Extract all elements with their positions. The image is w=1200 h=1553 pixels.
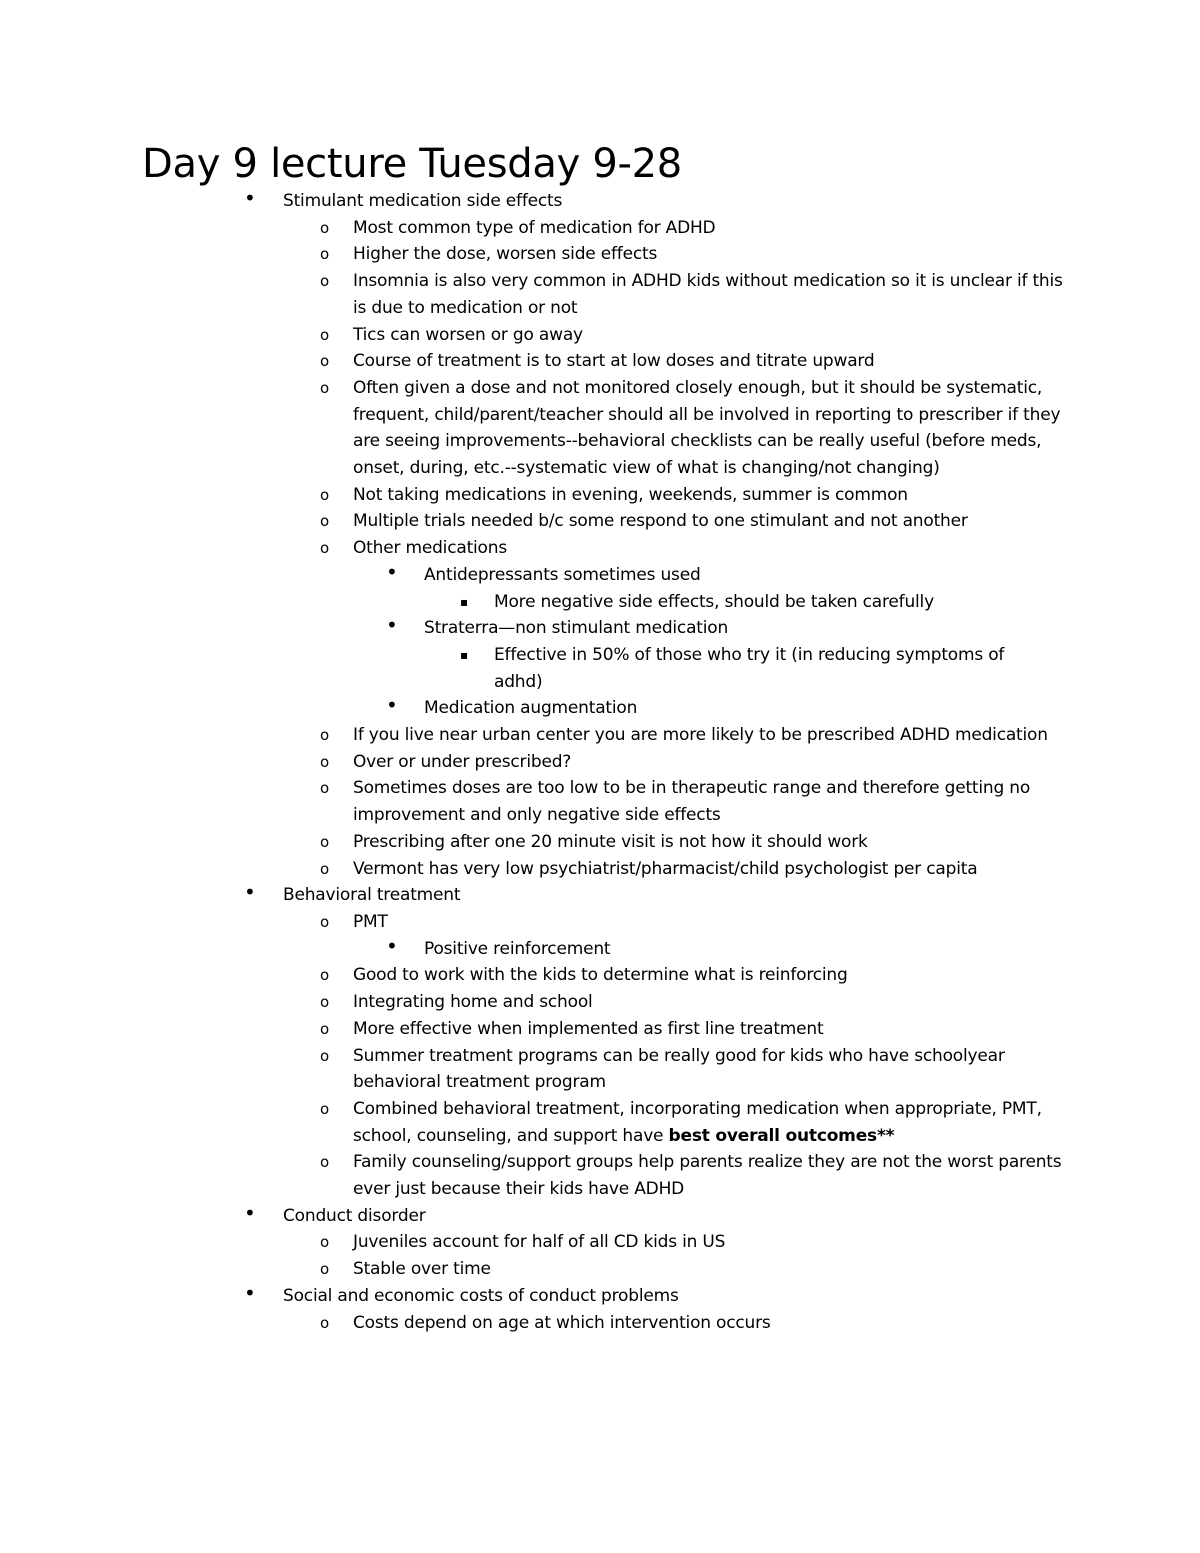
circle-bullet-icon: o	[320, 779, 329, 798]
list-item	[0, 268, 1073, 321]
list-item-text: More negative side effects, should be taken carefully	[494, 591, 934, 612]
list-item-text: Good to work with the kids to determine what is reinforcing	[353, 965, 848, 986]
list-item-text: Most common type of medication for ADHD	[353, 217, 716, 238]
list-item-text: Summer treatment programs can be really good for kids who have schoolyear behavioral treatment program	[353, 1045, 1005, 1093]
circle-bullet-icon: o	[320, 832, 329, 851]
list-item-text: Over or under prescribed?	[353, 751, 572, 772]
list-item	[0, 1200, 1200, 1230]
bullet-icon: •	[244, 880, 256, 905]
list-item	[0, 909, 1073, 936]
list-item-text: Costs depend on age at which intervention occurs	[353, 1312, 771, 1333]
list-item-text	[353, 1099, 1042, 1146]
list-item-text: If you live near urban center you are more likely to be prescribed ADHD medication	[353, 725, 1048, 746]
bullet-icon: •	[386, 559, 398, 584]
list-item-text: Straterra—non stimulant medication	[424, 618, 729, 639]
list-item	[0, 749, 1073, 776]
bullet-icon: •	[386, 613, 398, 638]
circle-bullet-icon: o	[320, 859, 329, 878]
circle-bullet-icon: o	[320, 1260, 329, 1279]
list-item-text: Higher the dose, worsen side effects	[353, 244, 658, 265]
list-item-text: Conduct disorder	[283, 1205, 426, 1226]
circle-bullet-icon: o	[320, 1046, 329, 1065]
list-item	[0, 1149, 1073, 1202]
list-item-text: Tics can worsen or go away	[353, 324, 583, 345]
list-item	[0, 1310, 1073, 1337]
list-item	[0, 856, 1073, 883]
circle-bullet-icon: o	[320, 993, 329, 1012]
list-item-text: Not taking medications in evening, weekends, summer is common	[353, 484, 908, 505]
list-item-text: Stimulant medication side effects	[283, 191, 563, 211]
list-item	[0, 882, 1200, 909]
list-item-text-plain: Combined behavioral treatment, incorporating medication when appropriate, PMT, school, counseling, and support have	[353, 1098, 1042, 1146]
list-item-text: Insomnia is also very common in ADHD kids without medication so it is unclear if this is due to medication or not	[353, 271, 1063, 318]
list-item	[0, 241, 1073, 268]
list-item-text: Antidepressants sometimes used	[424, 564, 701, 585]
list-item-text: Vermont has very low psychiatrist/pharmacist/child psychologist per capita	[353, 858, 978, 879]
list-item-text: Sometimes doses are too low to be in therapeutic range and therefore getting no improvement and only negative side effects	[353, 778, 1031, 826]
square-bullet-icon: ▪	[460, 594, 468, 609]
list-item	[0, 535, 1073, 562]
bullet-icon: •	[244, 1200, 256, 1225]
list-item	[0, 322, 1073, 349]
circle-bullet-icon: o	[320, 378, 329, 397]
list-item-text: Stable over time	[353, 1259, 491, 1280]
list-item-text: Often given a dose and not monitored closely enough, but it should be systematic, frequent, child/parent/teacher should all be involved in reporting to prescriber if they are seeing improvements--behavioral checklists can be really useful (before meds, onset, during, etc.--systematic view of what is changing/not changing)	[353, 377, 1061, 479]
list-item	[0, 989, 1073, 1016]
list-item-text: Behavioral treatment	[283, 885, 461, 906]
list-item-text: Multiple trials needed b/c some respond to one stimulant and not another	[353, 511, 968, 532]
circle-bullet-icon: o	[320, 352, 329, 371]
list-item	[0, 642, 1054, 695]
list-item-text: PMT	[353, 911, 388, 932]
circle-bullet-icon: o	[320, 752, 329, 771]
circle-bullet-icon: o	[320, 512, 329, 531]
circle-bullet-icon: o	[320, 485, 329, 504]
list-item	[0, 589, 1054, 616]
circle-bullet-icon: o	[320, 726, 329, 745]
circle-bullet-icon: o	[320, 272, 329, 291]
list-item	[0, 559, 1200, 589]
list-item-text: Family counseling/support groups help parents realize they are not the worst parents ever just because their kids have ADHD	[353, 1152, 1062, 1200]
list-item	[0, 188, 1200, 215]
bullet-icon: •	[386, 693, 398, 718]
list-item	[0, 348, 1073, 375]
list-item-text: More effective when implemented as first line treatment	[353, 1018, 824, 1039]
list-item	[0, 962, 1073, 989]
list-item	[0, 615, 1200, 642]
list-item	[0, 695, 1200, 722]
circle-bullet-icon: o	[320, 1233, 329, 1252]
list-item-text: Integrating home and school	[353, 992, 593, 1013]
square-bullet-icon: ▪	[460, 647, 468, 662]
circle-bullet-icon: o	[320, 1153, 329, 1172]
list-item-text: Other medications	[353, 538, 507, 559]
list-item	[0, 215, 1073, 242]
list-item-text: Social and economic costs of conduct problems	[283, 1285, 679, 1306]
list-item-text: Effective in 50% of those who try it (in reducing symptoms of adhd)	[494, 644, 1005, 692]
page-title: Day 9 lecture Tuesday 9-28	[142, 141, 682, 187]
circle-bullet-icon: o	[320, 1099, 329, 1118]
list-item	[0, 1280, 1200, 1310]
list-item	[0, 1256, 1073, 1283]
list-item	[0, 1096, 1073, 1149]
list-item	[0, 829, 1073, 856]
bullet-icon: •	[386, 933, 398, 958]
circle-bullet-icon: o	[320, 245, 329, 264]
circle-bullet-icon: o	[320, 218, 329, 237]
bullet-icon: •	[244, 1280, 256, 1305]
list-item	[0, 722, 1073, 749]
circle-bullet-icon: o	[320, 539, 329, 558]
list-item	[0, 1043, 1073, 1096]
circle-bullet-icon: o	[320, 1019, 329, 1038]
list-item-text: Prescribing after one 20 minute visit is not how it should work	[353, 831, 868, 852]
list-item-text: Juveniles account for half of all CD kids in US	[353, 1232, 726, 1253]
circle-bullet-icon: o	[320, 966, 329, 985]
list-item	[0, 1016, 1073, 1043]
list-item	[0, 482, 1073, 509]
circle-bullet-icon: o	[320, 912, 329, 931]
list-item	[0, 375, 1073, 482]
notes-outline	[0, 188, 1200, 1336]
list-item-text: Positive reinforcement	[424, 938, 611, 959]
list-item	[0, 508, 1073, 535]
list-item	[0, 775, 1073, 828]
bullet-icon: •	[244, 186, 256, 210]
circle-bullet-icon: o	[320, 1313, 329, 1332]
emphasis-text: best overall outcomes**	[668, 1125, 895, 1146]
list-item	[0, 933, 1200, 963]
circle-bullet-icon: o	[320, 325, 329, 344]
list-item-text: Course of treatment is to start at low doses and titrate upward	[353, 351, 875, 372]
list-item	[0, 1229, 1073, 1256]
list-item-text: Medication augmentation	[424, 698, 638, 719]
